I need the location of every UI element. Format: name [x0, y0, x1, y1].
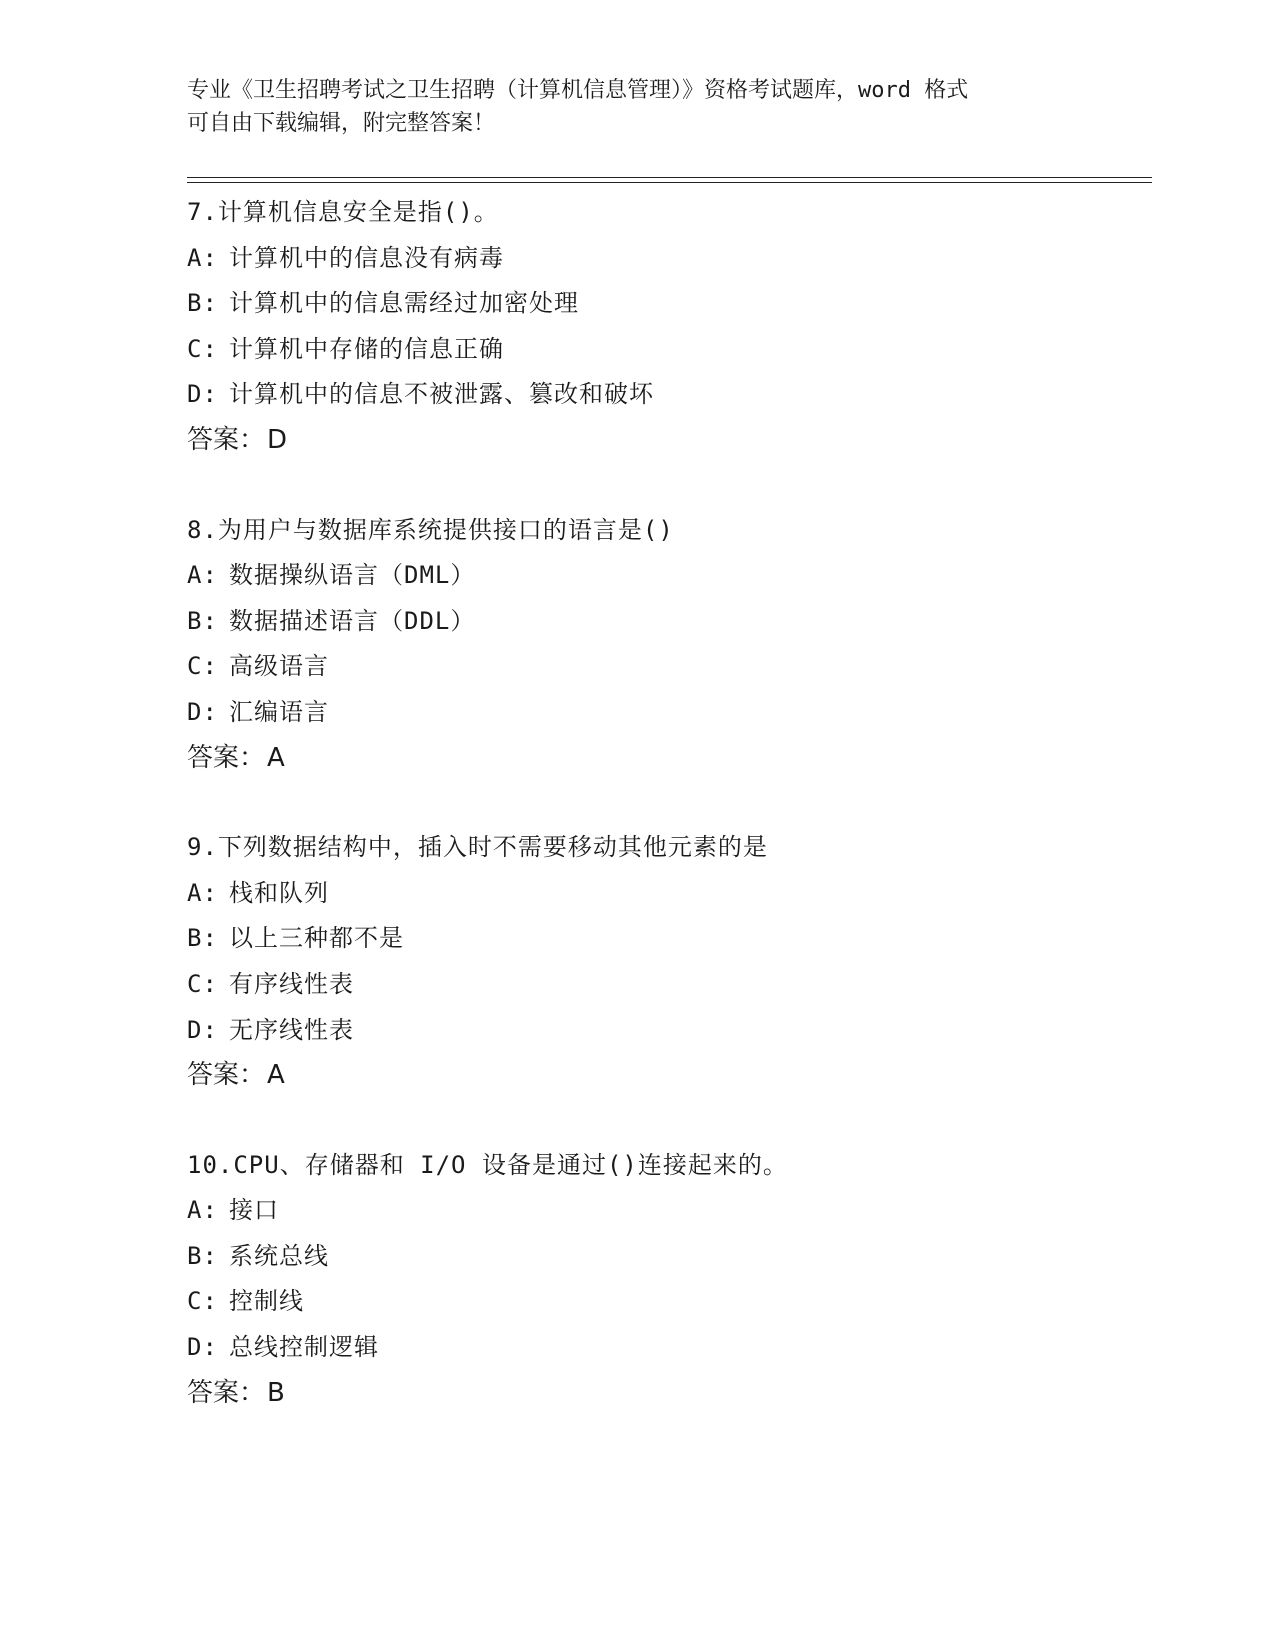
question-stem: 10.CPU、存储器和 I/O 设备是通过()连接起来的。: [187, 1150, 788, 1179]
option-text: 无序线性表: [229, 1015, 354, 1044]
header-line-1: 专业《卫生招聘考试之卫生招聘（计算机信息管理）》资格考试题库，word 格式: [187, 78, 969, 103]
option-b: [187, 916, 1147, 962]
option-letter: B:: [187, 924, 218, 953]
option-a: [187, 553, 1147, 599]
option-letter: D:: [187, 697, 218, 726]
header-divider-top: [187, 177, 1152, 178]
option-a: [187, 1188, 1147, 1234]
option-text: 接口: [229, 1196, 279, 1225]
option-c: [187, 962, 1147, 1008]
option-letter: C:: [187, 652, 218, 681]
answer-line: [187, 1371, 1147, 1417]
answer-line: [187, 418, 1147, 464]
option-text: 数据描述语言（DDL）: [229, 606, 476, 635]
question-list: [187, 190, 1147, 1460]
option-text: 高级语言: [229, 652, 329, 681]
option-text: 栈和队列: [229, 878, 329, 907]
option-text: 总线控制逻辑: [229, 1333, 379, 1362]
option-letter: A:: [187, 878, 218, 907]
option-text: 计算机中的信息需经过加密处理: [229, 289, 579, 318]
option-c: [187, 327, 1147, 373]
document-header: [187, 74, 1087, 140]
option-text: 以上三种都不是: [229, 924, 404, 953]
answer-value: A: [267, 1060, 285, 1091]
header-divider-bottom: [187, 182, 1152, 183]
option-letter: D:: [187, 1015, 218, 1044]
option-text: 控制线: [229, 1287, 304, 1316]
option-letter: B:: [187, 606, 218, 635]
option-letter: B:: [187, 1241, 218, 1270]
option-a: [187, 236, 1147, 282]
option-d: [187, 372, 1147, 418]
header-line-2: 可自由下载编辑，附完整答案！: [187, 111, 496, 136]
question-10: [187, 1143, 1147, 1417]
option-b: [187, 599, 1147, 645]
option-letter: C:: [187, 334, 218, 363]
answer-value: A: [267, 742, 285, 773]
question-stem: 8.为用户与数据库系统提供接口的语言是(): [187, 515, 674, 544]
answer-value: B: [267, 1377, 285, 1408]
option-d: [187, 1325, 1147, 1371]
option-c: [187, 644, 1147, 690]
question-stem: 9.下列数据结构中，插入时不需要移动其他元素的是: [187, 833, 768, 862]
answer-label: 答案：: [187, 1377, 266, 1408]
question-stem: 7.计算机信息安全是指()。: [187, 198, 499, 226]
option-letter: C:: [187, 969, 218, 998]
option-letter: A:: [187, 1196, 218, 1225]
option-a: [187, 871, 1147, 917]
option-letter: C:: [187, 1287, 218, 1316]
option-letter: B:: [187, 289, 218, 318]
question-7: [187, 190, 1147, 464]
option-text: 系统总线: [229, 1241, 329, 1270]
question-8: [187, 508, 1147, 782]
answer-label: 答案：: [187, 424, 266, 455]
answer-label: 答案：: [187, 742, 266, 773]
option-letter: A:: [187, 243, 218, 272]
answer-line: [187, 1053, 1147, 1099]
question-9: [187, 825, 1147, 1099]
option-d: [187, 690, 1147, 736]
option-letter: D:: [187, 380, 218, 409]
option-letter: A:: [187, 561, 218, 590]
option-text: 有序线性表: [229, 969, 354, 998]
option-text: 计算机中的信息没有病毒: [229, 243, 504, 272]
option-b: [187, 1234, 1147, 1280]
answer-value: D: [267, 424, 288, 455]
option-text: 数据操纵语言（DML）: [229, 561, 476, 590]
answer-label: 答案：: [187, 1060, 266, 1091]
option-d: [187, 1008, 1147, 1054]
option-c: [187, 1279, 1147, 1325]
option-text: 计算机中存储的信息正确: [229, 334, 504, 363]
option-text: 汇编语言: [229, 697, 329, 726]
option-letter: D:: [187, 1333, 218, 1362]
answer-line: [187, 736, 1147, 782]
option-b: [187, 281, 1147, 327]
option-text: 计算机中的信息不被泄露、篡改和破坏: [229, 380, 654, 409]
